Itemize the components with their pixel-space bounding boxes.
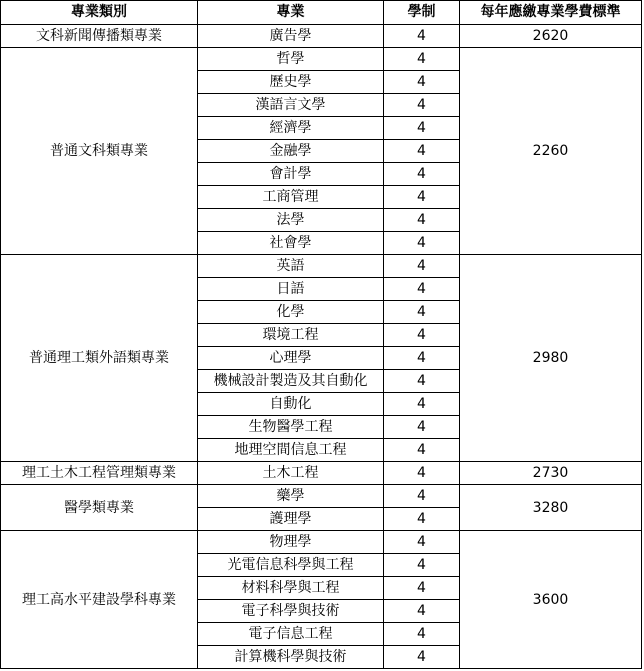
major-cell: 社會學 (198, 232, 384, 255)
category-cell: 醫學類專業 (1, 485, 198, 531)
fee-cell: 3280 (460, 485, 642, 531)
duration-cell: 4 (384, 623, 460, 646)
duration-cell: 4 (384, 140, 460, 163)
table-row (1, 255, 642, 278)
duration-cell: 4 (384, 117, 460, 140)
table-row (1, 462, 642, 485)
fee-cell: 2260 (460, 48, 642, 255)
duration-cell: 4 (384, 462, 460, 485)
major-cell: 心理學 (198, 347, 384, 370)
duration-cell: 4 (384, 186, 460, 209)
major-cell: 電子科學與技術 (198, 600, 384, 623)
duration-cell: 4 (384, 255, 460, 278)
category-cell: 理工土木工程管理類專業 (1, 462, 198, 485)
major-cell: 廣告學 (198, 25, 384, 48)
duration-cell: 4 (384, 324, 460, 347)
major-cell: 漢語言文學 (198, 94, 384, 117)
duration-cell: 4 (384, 370, 460, 393)
major-cell: 工商管理 (198, 186, 384, 209)
table-header (1, 1, 642, 25)
major-cell: 機械設計製造及其自動化 (198, 370, 384, 393)
table-row (1, 485, 642, 508)
major-cell: 歷史學 (198, 71, 384, 94)
major-cell: 環境工程 (198, 324, 384, 347)
major-cell: 會計學 (198, 163, 384, 186)
major-cell: 土木工程 (198, 462, 384, 485)
major-cell: 光電信息科學與工程 (198, 554, 384, 577)
duration-cell: 4 (384, 347, 460, 370)
fee-cell: 2730 (460, 462, 642, 485)
category-cell: 文科新聞傳播類專業 (1, 25, 198, 48)
fee-cell: 2980 (460, 255, 642, 462)
category-cell: 普通理工類外語類專業 (1, 255, 198, 462)
fee-cell: 3600 (460, 531, 642, 669)
fee-cell: 2620 (460, 25, 642, 48)
duration-cell: 4 (384, 71, 460, 94)
duration-cell: 4 (384, 94, 460, 117)
major-cell: 材料科學與工程 (198, 577, 384, 600)
category-cell: 普通文科類專業 (1, 48, 198, 255)
major-cell: 金融學 (198, 140, 384, 163)
major-cell: 電子信息工程 (198, 623, 384, 646)
duration-cell: 4 (384, 25, 460, 48)
duration-cell: 4 (384, 163, 460, 186)
table-row (1, 48, 642, 71)
duration-cell: 4 (384, 232, 460, 255)
major-cell: 自動化 (198, 393, 384, 416)
duration-cell: 4 (384, 646, 460, 669)
major-cell: 地理空間信息工程 (198, 439, 384, 462)
duration-cell: 4 (384, 531, 460, 554)
duration-cell: 4 (384, 600, 460, 623)
major-cell: 法學 (198, 209, 384, 232)
table-row (1, 25, 642, 48)
header-annual-fee: 每年應繳專業學費標準 (460, 1, 642, 25)
major-cell: 計算機科學與技術 (198, 646, 384, 669)
duration-cell: 4 (384, 301, 460, 324)
header-duration: 學制 (384, 1, 460, 25)
header-row (1, 1, 642, 25)
major-cell: 哲學 (198, 48, 384, 71)
table-body (1, 25, 642, 669)
duration-cell: 4 (384, 209, 460, 232)
duration-cell: 4 (384, 485, 460, 508)
header-major: 專業 (198, 1, 384, 25)
duration-cell: 4 (384, 508, 460, 531)
duration-cell: 4 (384, 416, 460, 439)
table-row (1, 531, 642, 554)
duration-cell: 4 (384, 439, 460, 462)
category-cell: 理工高水平建設學科專業 (1, 531, 198, 669)
major-cell: 生物醫學工程 (198, 416, 384, 439)
major-cell: 化學 (198, 301, 384, 324)
major-cell: 日語 (198, 278, 384, 301)
major-cell: 護理學 (198, 508, 384, 531)
header-category: 專業類別 (1, 1, 198, 25)
duration-cell: 4 (384, 577, 460, 600)
major-cell: 藥學 (198, 485, 384, 508)
major-cell: 物理學 (198, 531, 384, 554)
major-cell: 英語 (198, 255, 384, 278)
major-cell: 經濟學 (198, 117, 384, 140)
duration-cell: 4 (384, 48, 460, 71)
duration-cell: 4 (384, 278, 460, 301)
duration-cell: 4 (384, 554, 460, 577)
duration-cell: 4 (384, 393, 460, 416)
